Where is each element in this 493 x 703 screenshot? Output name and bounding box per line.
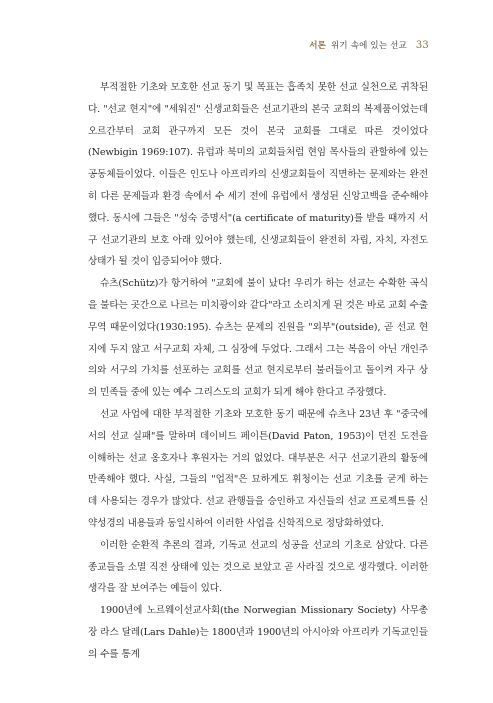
running-header bbox=[309, 39, 429, 51]
paragraph-3: 선교 사업에 대한 부적절한 기초와 모호한 동기 때문에 슈츠나 23년 후 "중국에서의 선교 실패"를 말하며 데이비드 페이튼(David Paton, 1953)이 던진 도전을 이해하는 선교 옹호자나 후원자는 거의 없었다. 대부분은 서구 선교기관의 활동에 만족해야 했다. 사실, 그들의 "업적"은 묘하게도 휘청이는 선교 기초를 굳게 하는 데 사용되는 경우가 많았다. 선교 관행들을 승인하고 자신들의 선교 프로젝트를 신약성경의 내용들과 동일시하여 이러한 사업을 신학적으로 정당화하였다. bbox=[88, 408, 428, 529]
paragraph-1: 부적절한 기초와 모호한 선교 동기 및 목표는 흡족치 못한 선교 실천으로 귀착된다. "선교 현지"에 "세워진" 신생교회들은 선교기관의 본국 교회의 복제품이었는데 오르간부터 교회 관구까지 모든 것이 본국 교회를 그대로 따른 것이었다(Newbigin 1969:107). 유럽과 북미의 교회들처럼 현임 목사들의 관할하에 있는 공동체들이었다. 이들은 인도나 아프리카의 신생교회들이 직면하는 문제와는 완전히 다른 문제들과 환경 속에서 수 세기 전에 유럽에서 생성된 신앙고백을 준수해야 했다. 동시에 그들은 "성숙 증명서"(a certificate of maturity)를 받을 때까지 서구 선교기관의 보호 아래 있어야 했는데, 신생교회들이 완전히 자립, 자치, 자전도 상태가 될 것이 입증되어야 했다. bbox=[88, 82, 428, 268]
page-number: 33 bbox=[415, 40, 429, 51]
header-section-label: 서론 bbox=[309, 41, 327, 51]
header-chapter-title: 위기 속에 있는 선교 bbox=[330, 41, 407, 51]
paragraph-5: 1900년에 노르웨이선교사회(the Norwegian Missionary Society) 사무총장 라스 달레(Lars Dahle)는 1800년과 1900년의 아시아와 아프리카 기독교인들의 수를 통계 bbox=[88, 605, 428, 660]
paragraph-4: 이러한 순환적 추론의 결과, 기독교 선교의 성공을 선교의 기초로 삼았다. 다른 종교들을 소멸 직전 상태에 있는 것으로 보았고 곧 사라질 것으로 생각했다. 이러한 생각을 잘 보여주는 예들이 있다. bbox=[88, 539, 428, 595]
body-text bbox=[88, 77, 428, 666]
paragraph-2: 슈츠(Schütz)가 항거하여 "교회에 불이 났다! 우리가 하는 선교는 수확한 곡식을 불타는 곳간으로 나르는 미치광이와 같다"라고 소리치게 된 것은 바로 교회 수출 무역 때문이었다(1930:195). 슈츠는 문제의 진원을 "외부"(outside), 곧 선교 현지에 두지 않고 서구교회 자체, 그 심장에 두었다. 그래서 그는 복음이 아닌 개인주의와 서구의 가치를 선포하는 교회를 선교 현지로부터 불러들이고 돌이켜 자구 상의 민족들 중에 있는 예수 그리스도의 교회가 되게 해야 한다고 주장했다. bbox=[88, 278, 428, 399]
